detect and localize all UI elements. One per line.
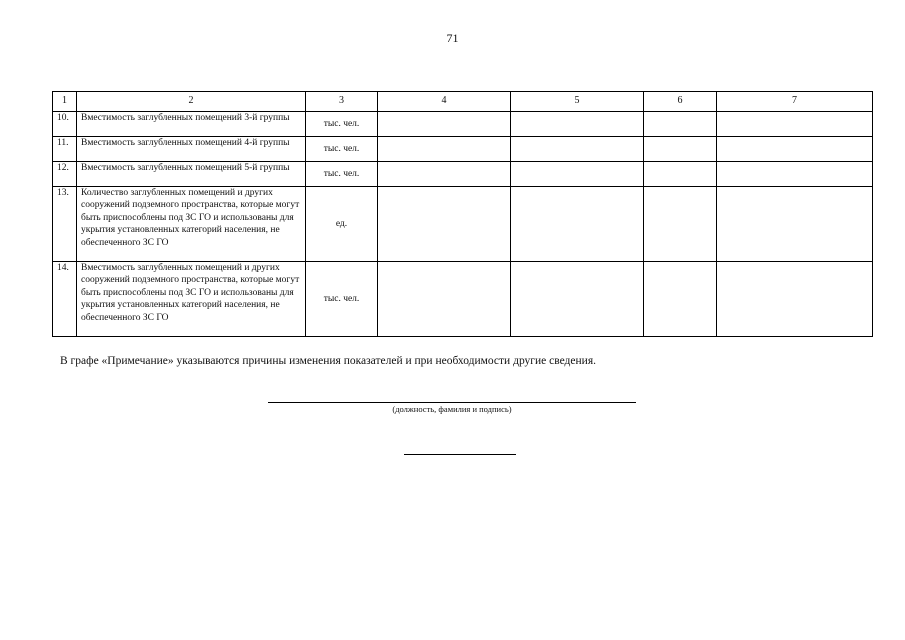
empty-cell [717, 137, 873, 162]
row-description: Вместимость заглубленных помещений 5-й группы [77, 162, 306, 187]
empty-cell [511, 262, 644, 337]
table-row [53, 262, 873, 337]
table-row [53, 137, 873, 162]
row-number: 12. [53, 162, 77, 187]
row-unit: тыс. чел. [306, 137, 378, 162]
empty-cell [378, 137, 511, 162]
header-cell: 5 [511, 92, 644, 112]
row-unit: тыс. чел. [306, 112, 378, 137]
empty-cell [511, 112, 644, 137]
empty-cell [644, 137, 717, 162]
empty-cell [644, 112, 717, 137]
empty-cell [511, 162, 644, 187]
row-unit: тыс. чел. [306, 162, 378, 187]
row-number: 10. [53, 112, 77, 137]
empty-cell [717, 262, 873, 337]
header-cell: 7 [717, 92, 873, 112]
row-description: Вместимость заглубленных помещений и других сооружений подземного пространства, которые могут быть приспособлены под ЗС ГО и использованы для укрытия установленных категорий населения, не обеспеченного ЗС ГО [77, 262, 306, 337]
page-number: 71 [446, 31, 459, 45]
empty-cell [378, 262, 511, 337]
header-cell: 6 [644, 92, 717, 112]
end-divider [404, 454, 516, 455]
row-unit: ед. [306, 187, 378, 262]
row-description: Количество заглубленных помещений и других сооружений подземного пространства, которые могут быть приспособлены под ЗС ГО и использованы для укрытия установленных категорий населения, не обеспеченного ЗС ГО [77, 187, 306, 262]
row-unit: тыс. чел. [306, 262, 378, 337]
empty-cell [378, 187, 511, 262]
row-number: 13. [53, 187, 77, 262]
empty-cell [644, 162, 717, 187]
signature-line [268, 402, 636, 403]
empty-cell [378, 162, 511, 187]
table-row [53, 162, 873, 187]
empty-cell [511, 137, 644, 162]
empty-cell [717, 162, 873, 187]
header-cell: 2 [77, 92, 306, 112]
table-header-row [53, 92, 873, 112]
table-row [53, 187, 873, 262]
row-number: 11. [53, 137, 77, 162]
empty-cell [378, 112, 511, 137]
empty-cell [644, 187, 717, 262]
row-description: Вместимость заглубленных помещений 4-й группы [77, 137, 306, 162]
header-cell: 3 [306, 92, 378, 112]
data-table [52, 91, 873, 337]
header-cell: 1 [53, 92, 77, 112]
empty-cell [717, 187, 873, 262]
empty-cell [511, 187, 644, 262]
empty-cell [644, 262, 717, 337]
empty-cell [717, 112, 873, 137]
note-text: В графе «Примечание» указываются причины изменения показателей и при необходимости другие сведения. [60, 355, 596, 367]
row-number: 14. [53, 262, 77, 337]
signature-caption: (должность, фамилия и подпись) [392, 404, 512, 414]
table-row [53, 112, 873, 137]
row-description: Вместимость заглубленных помещений 3-й группы [77, 112, 306, 137]
header-cell: 4 [378, 92, 511, 112]
